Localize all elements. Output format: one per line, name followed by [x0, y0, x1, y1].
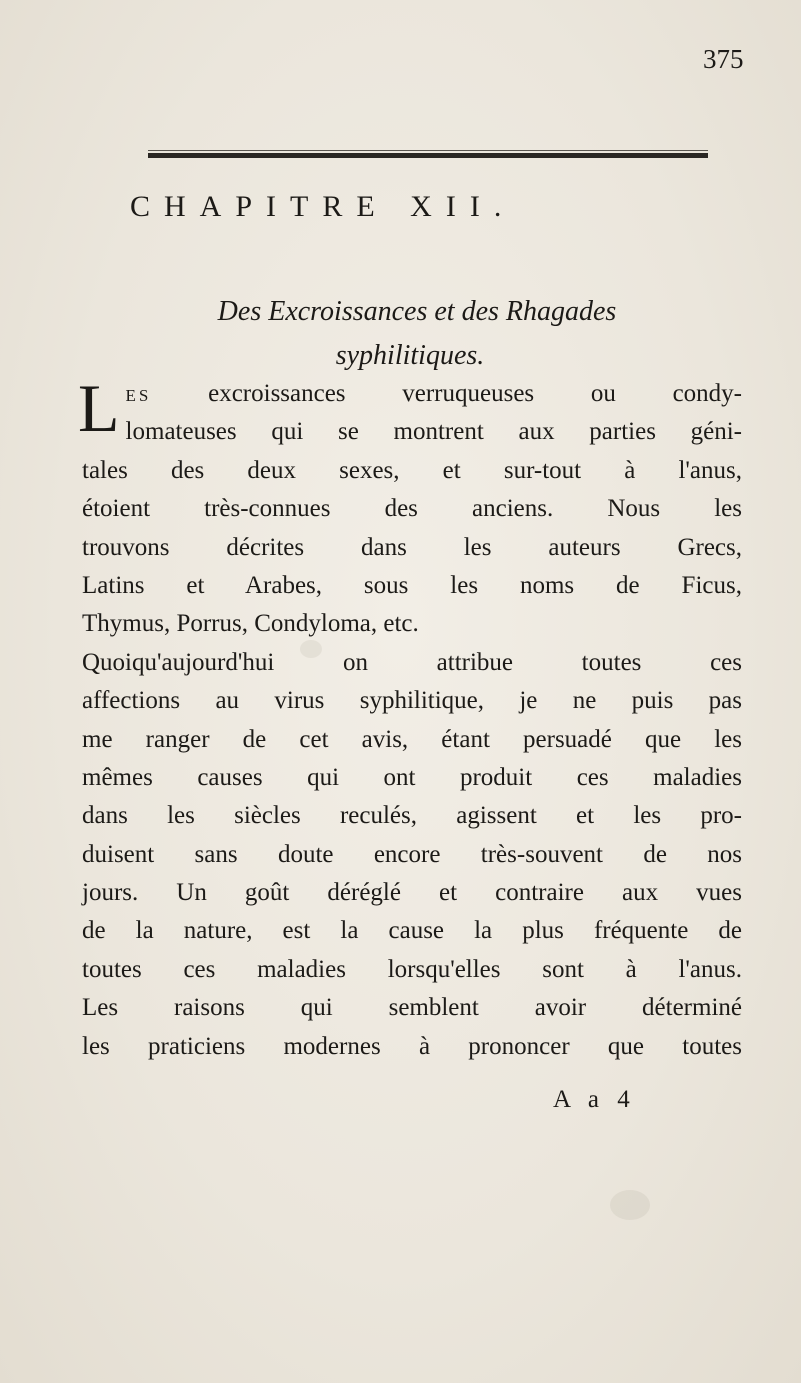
- text-line: toutes ces maladies lorsqu'elles sont à l'anus.: [82, 955, 742, 983]
- text-line: mêmes causes qui ont produit ces maladies: [82, 763, 742, 791]
- text-line: me ranger de cet avis, étant persuadé que les: [82, 725, 742, 753]
- text-line: dans les siècles reculés, agissent et les pro-: [82, 802, 742, 830]
- text-line: ES excroissances verruqueuses ou condy-: [125, 380, 742, 407]
- body-paragraph: [78, 370, 742, 1066]
- text-line: trouvons décrites dans les auteurs Grecs,: [82, 533, 742, 561]
- text-line: étoient très-connues des anciens. Nous les: [82, 495, 742, 523]
- text-line: les praticiens modernes à prononcer que toutes: [82, 1032, 742, 1060]
- subtitle-line-2: syphilitiques.: [335, 340, 485, 371]
- subtitle-line-1: Des Excroissances et des Rhagades: [217, 296, 617, 327]
- text-line: de la nature, est la cause la plus fréquente de: [82, 917, 742, 945]
- text-line: affections au virus syphilitique, je ne puis pas: [82, 687, 742, 715]
- text-line: Latins et Arabes, sous les noms de Ficus,: [82, 571, 742, 599]
- header-rule: [148, 153, 708, 158]
- drop-cap: L: [78, 370, 120, 446]
- chapter-subtitle: [60, 290, 760, 378]
- text-line: Les raisons qui semblent avoir déterminé: [82, 994, 742, 1022]
- text-line: Quoiqu'aujourd'hui on attribue toutes ces: [82, 648, 742, 676]
- text-line: Thymus, Porrus, Condyloma, etc.: [82, 610, 419, 638]
- page-number: 375: [703, 44, 744, 74]
- chapter-heading: CHAPITRE XII.: [130, 190, 516, 223]
- text-line: duisent sans doute encore très-souvent de nos: [82, 840, 742, 868]
- text-line: tales des deux sexes, et sur-tout à l'anus,: [82, 456, 742, 484]
- text-line: lomateuses qui se montrent aux parties géni-: [125, 418, 742, 446]
- text-line: jours. Un goût déréglé et contraire aux vues: [82, 879, 742, 907]
- signature-mark: A a 4: [553, 1086, 636, 1113]
- paper-stain: [610, 1190, 650, 1220]
- first-word-smallcaps: ES: [125, 386, 152, 405]
